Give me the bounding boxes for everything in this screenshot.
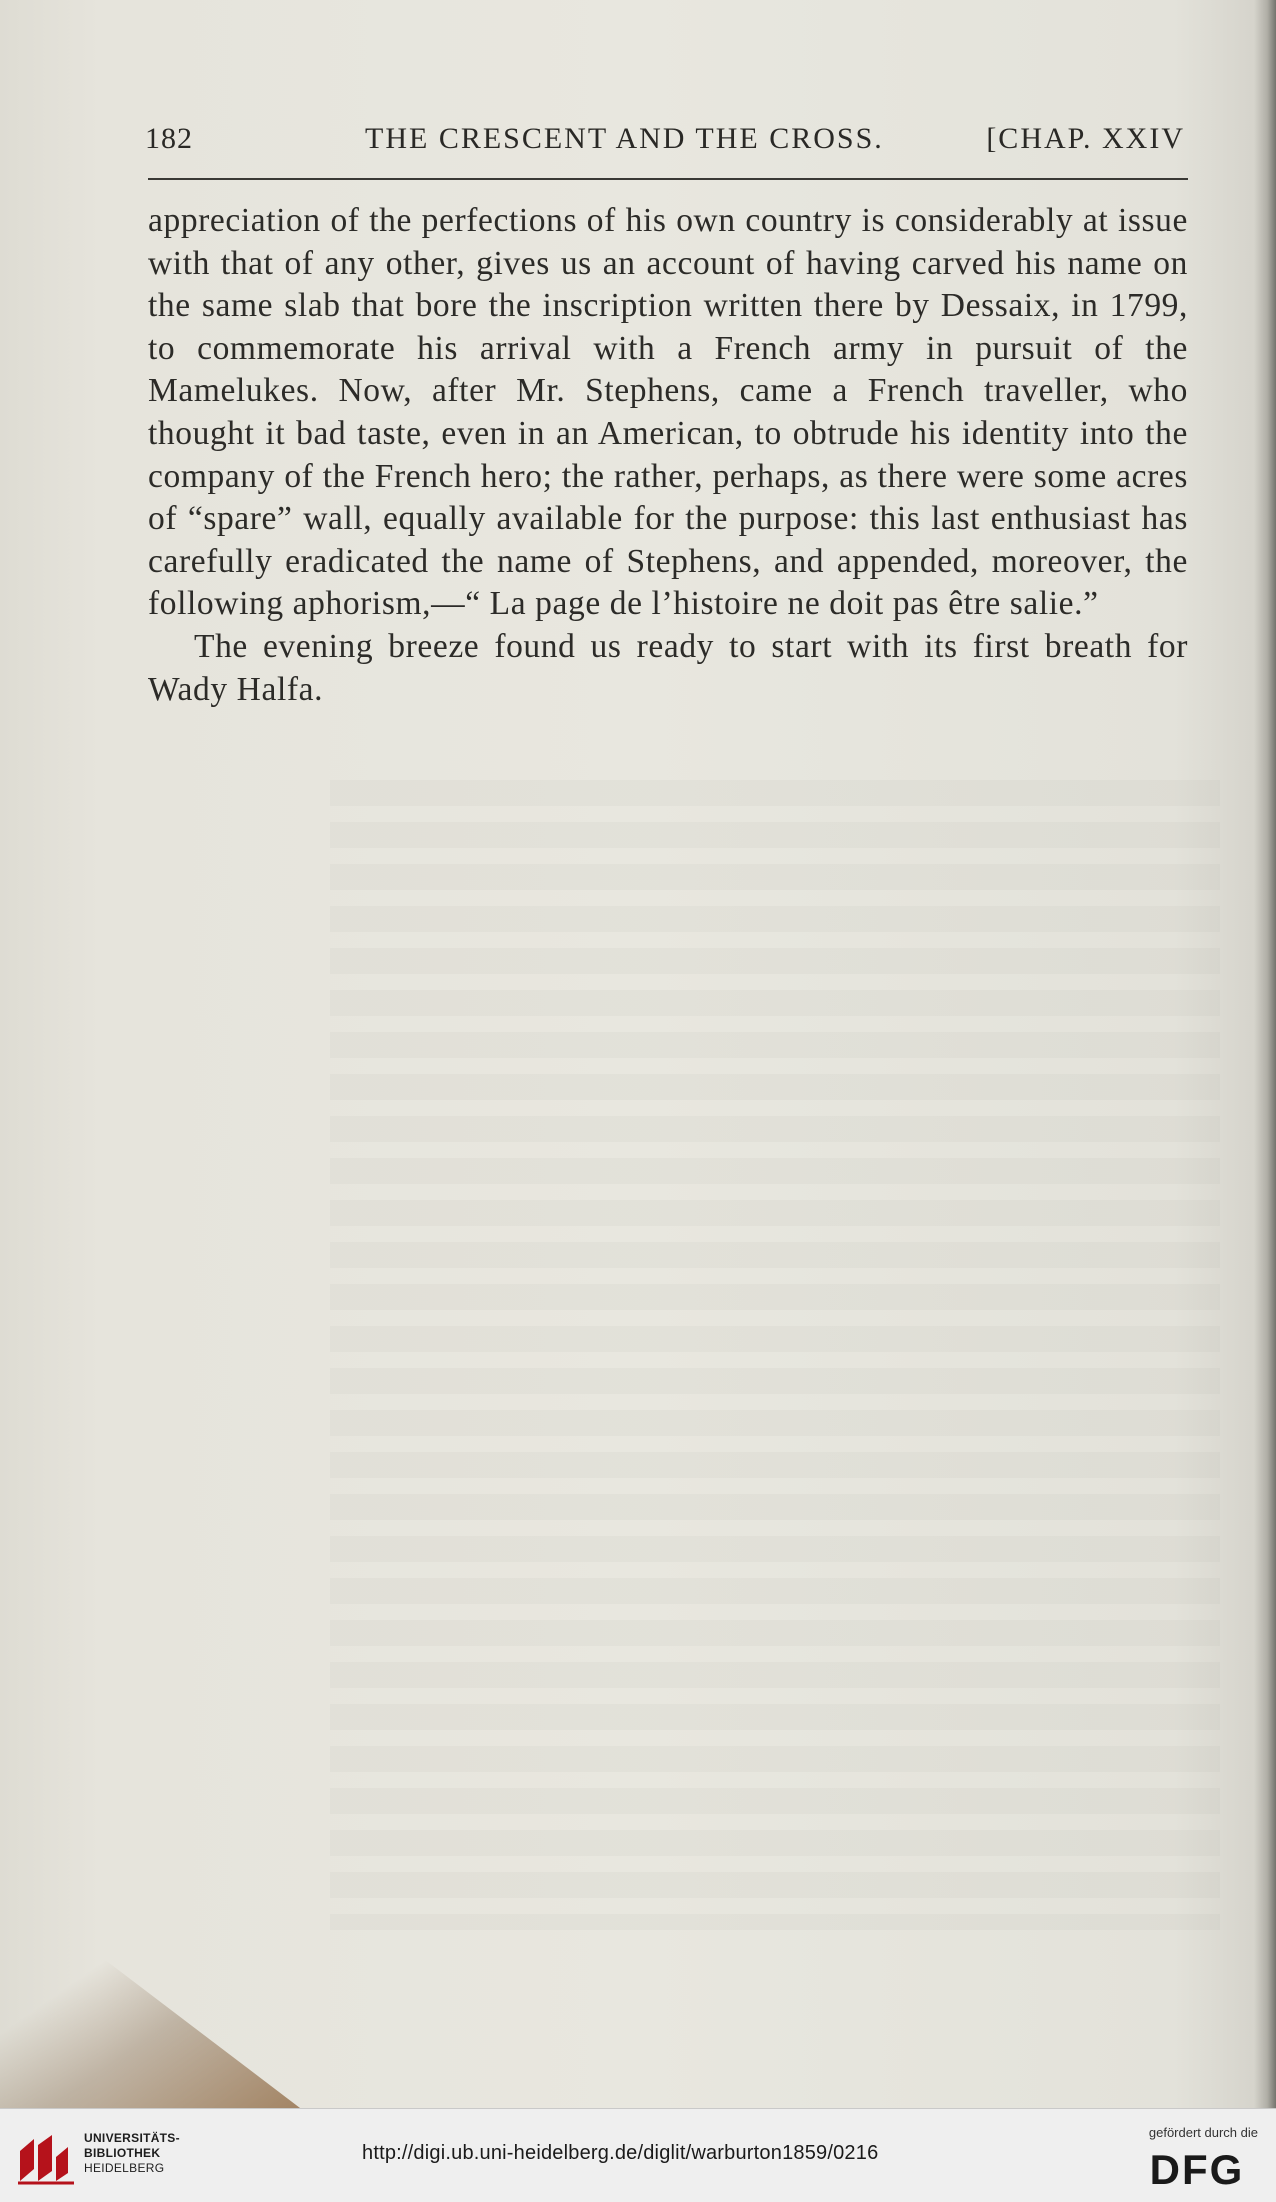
library-name-line-2: BIBLIOTHEK xyxy=(84,2146,161,2160)
chapter-reference: [CHAP. XXIV xyxy=(986,122,1185,155)
permalink-url[interactable]: http://digi.ub.uni-heidelberg.de/diglit/warburton1859/0216 xyxy=(362,2142,879,2164)
library-name[interactable] xyxy=(84,2131,180,2176)
running-header xyxy=(145,122,1185,166)
bleed-through-texture xyxy=(330,780,1220,1930)
running-title: THE CRESCENT AND THE CROSS. xyxy=(365,122,884,155)
university-library-logo-icon[interactable] xyxy=(16,2131,78,2185)
viewer-footer xyxy=(0,2108,1276,2202)
dfg-logo-icon[interactable] xyxy=(1136,2146,1258,2190)
page-edge-shadow xyxy=(1254,0,1276,2108)
paragraph-1: appreciation of the perfections of his own country is considerably at issue with that of any other, gives us an account of having carved his name on the same slab that bore the inscription written there by Dessaix, in 1799, to commemorate his arrival with a French army in pursuit of the Mamelukes. Now, after Mr. Stephens, came a French traveller, who thought it bad taste, even in an American, to obtrude his identity into the company of the French hero; the rather, perhaps, as there were some acres of “spare” wall, equally available for the purpose: this last enthusiast has carefully eradicated the name of Stephens, and appended, moreover, the following aphorism,—“ La page de l’histoire ne doit pas être salie.” xyxy=(148,202,1188,623)
page-number: 182 xyxy=(145,122,193,155)
dfg-logo-text: DFG xyxy=(1149,2146,1245,2190)
library-name-line-1: UNIVERSITÄTS- xyxy=(84,2131,180,2145)
paragraph-2: The evening breeze found us ready to start with its first breath for Wady Halfa. xyxy=(148,627,1188,708)
page-corner-shadow xyxy=(0,1880,300,2108)
header-rule xyxy=(148,178,1188,180)
funding-label: gefördert durch die xyxy=(1148,2125,1258,2140)
library-name-line-3: HEIDELBERG xyxy=(84,2161,165,2175)
body-text xyxy=(148,200,1188,711)
